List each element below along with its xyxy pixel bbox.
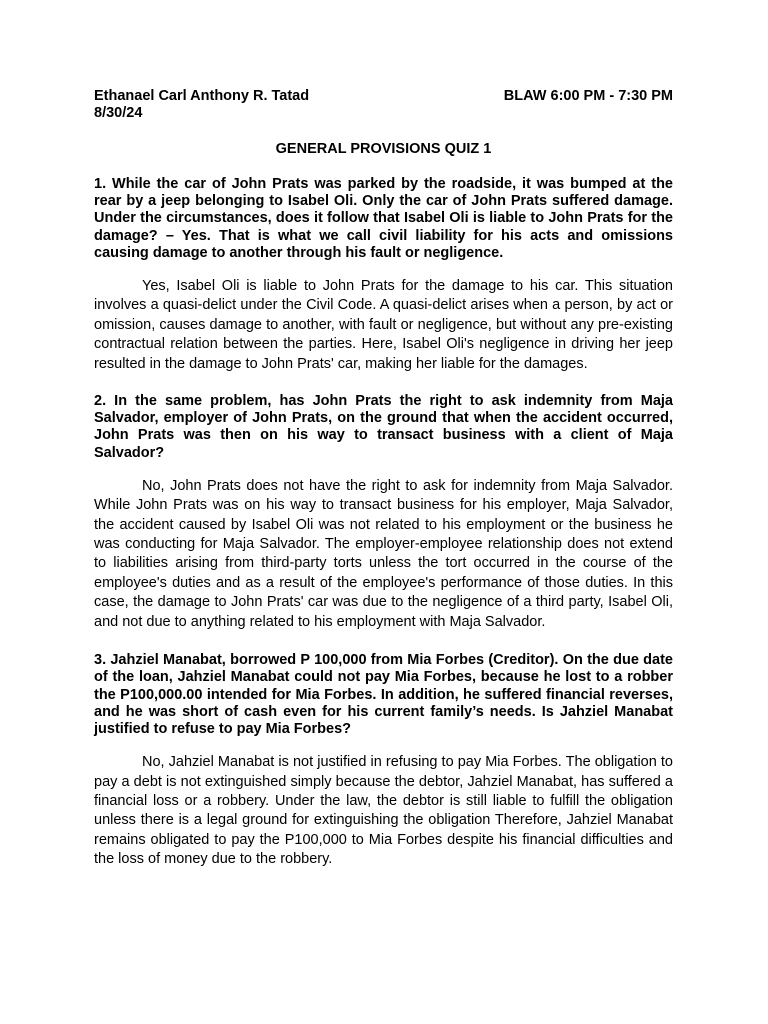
answer-3: No, Jahziel Manabat is not justified in refusing to pay Mia Forbes. The obligation to pay a debt is not extinguished simply because the debtor, Jahziel Manabat, has suffered a financial loss or a robbery. Under the law, the debtor is still liable to fulfill the obligation unless there is a legal ground for extinguishing the obligation Therefore, Jahziel Manabat remains obligated to pay the P100,000 to Mia Forbes despite his financial difficulties and the loss of money due to the robbery. bbox=[94, 754, 673, 868]
student-name: Ethanael Carl Anthony R. Tatad bbox=[94, 88, 310, 104]
quiz-date: 8/30/24 bbox=[94, 105, 143, 121]
document-page bbox=[94, 88, 673, 870]
class-schedule: BLAW 6:00 PM - 7:30 PM bbox=[503, 88, 673, 104]
question-3: 3. Jahziel Manabat, borrowed P 100,000 from Mia Forbes (Creditor). On the due date of the loan, Jahziel Manabat could not pay Mia Forbes, because he lost to a robber the P100,000.00 intended for Mia Forbes. In addition, he suffered financial reverses, and he was short of cash even for his current family’s needs. Is Jahziel Manabat justified to refuse to pay Mia Forbes? bbox=[94, 652, 673, 737]
question-1: 1. While the car of John Prats was parked by the roadside, it was bumped at the rear by a jeep belonging to Isabel Oli. Only the car of John Prats suffered damage. Under the circumstances, does it follow that Isabel Oli is liable to John Prats for the damage? – Yes. That is what we call civil liability for his acts and omissions causing damage to another through his fault or negligence. bbox=[94, 176, 673, 261]
quiz-title: GENERAL PROVISIONS QUIZ 1 bbox=[275, 141, 492, 157]
answer-2: No, John Prats does not have the right to ask for indemnity from Maja Salvador. While John Prats was on his way to transact business for his employer, Maja Salvador, the accident caused by Isabel Oli was not related to his employment or the business he was conducting for Maja Salvador. The employer-employee relationship does not extend to liabilities arising from third-party torts unless the tort occurred in the course of the employee's duties and as a result of the employee's performance of those duties. In this case, the damage to John Prats' car was due to the negligence of a third party, Isabel Oli, and not due to anything related to his employment with Maja Salvador. bbox=[94, 477, 673, 630]
answer-1: Yes, Isabel Oli is liable to John Prats for the damage to his car. This situation involves a quasi-delict under the Civil Code. A quasi-delict arises when a person, by act or omission, causes damage to another, with fault or negligence, but without any pre-existing contractual relation between the parties. Here, Isabel Oli's negligence in driving her jeep resulted in the damage to John Prats' car, making her liable for the damages. bbox=[94, 278, 673, 372]
header-row bbox=[94, 88, 673, 105]
question-2: 2. In the same problem, has John Prats the right to ask indemnity from Maja Salvador, employer of John Prats, on the ground that when the accident occurred, John Prats was then on his way to transact business with a client of Maja Salvador? bbox=[94, 393, 673, 461]
